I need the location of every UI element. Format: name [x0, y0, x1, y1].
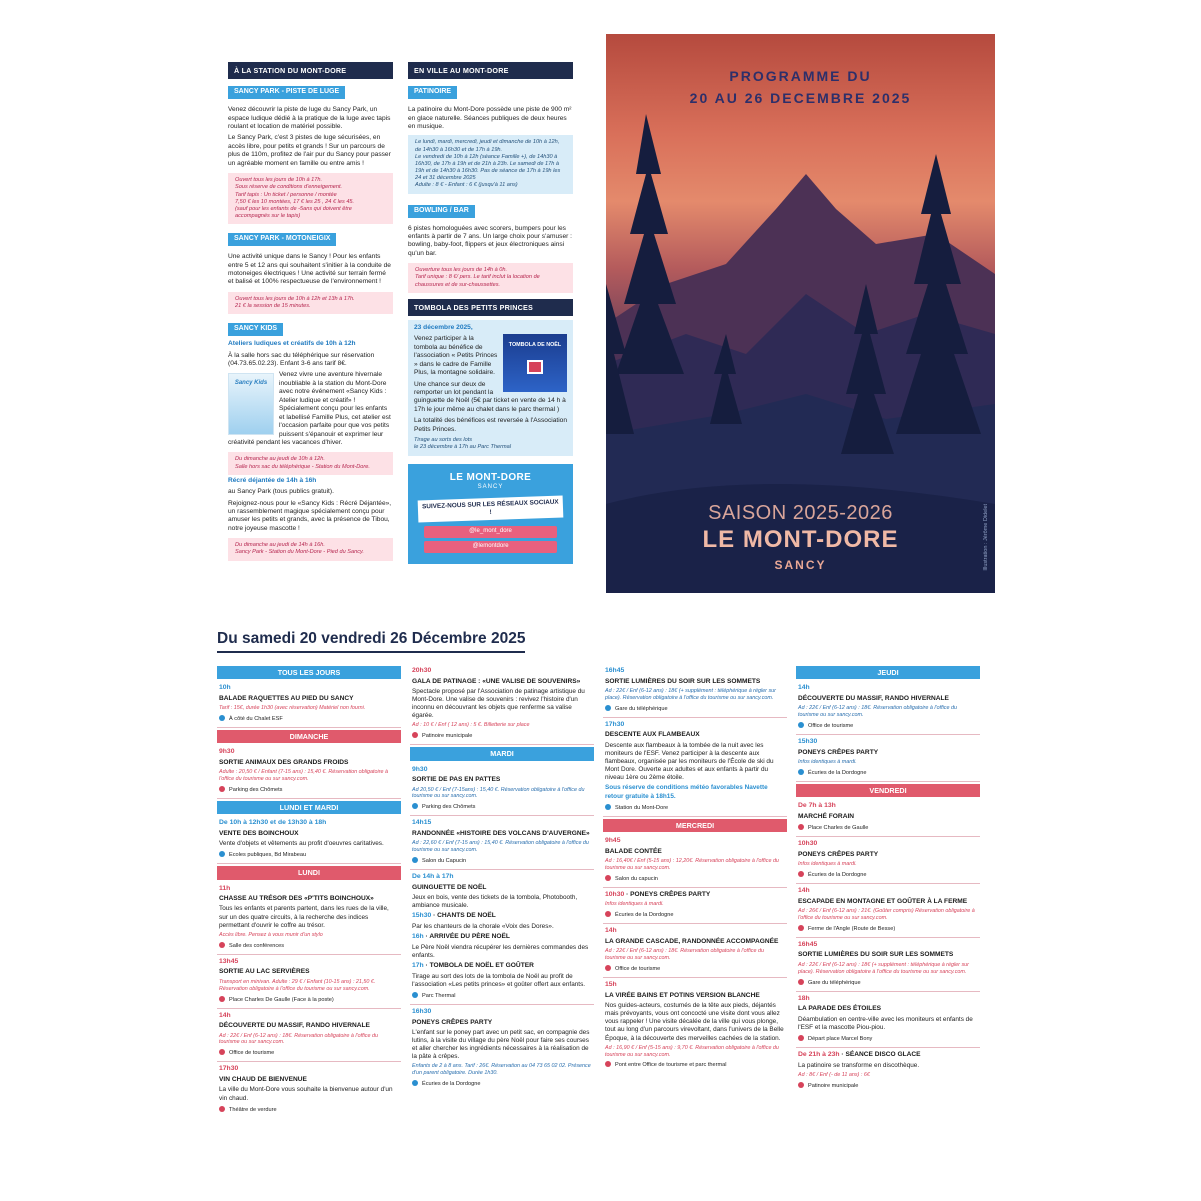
- event: [410, 1005, 594, 1092]
- event-time: 9h30: [219, 748, 235, 756]
- event-location: [412, 1080, 592, 1088]
- event: [217, 882, 401, 955]
- tombola-box: [408, 320, 573, 456]
- event-time: 15h: [605, 981, 617, 989]
- event-name: ESCAPADE EN MONTAGNE ET GOÛTER À LA FERME: [798, 897, 968, 905]
- event-time: 17h30: [605, 720, 625, 728]
- poster-credit: Illustration : Jérôme Didelet: [983, 504, 989, 571]
- event-price: Ad : 22€ / Enf (6-12 ans) : 18€ (+ supplément : téléphérique à régler sur place). Réservation obligatoire à l'office du tourisme ou sur sancy.com.: [798, 961, 969, 975]
- event-time: 10h: [219, 684, 231, 692]
- event-location: [605, 911, 785, 919]
- event: [217, 816, 401, 864]
- info-line: Sancy Park - Station du Mont-Dore - Pied du Sancy.: [235, 549, 364, 556]
- event-description: Nos guides-acteurs, costumés de la tête aux pieds, déjantés mais prévoyants, vous ont concocté une visite dont vous allez vous rappeler ! Une visite décalée de la ville qui vous plonge, tout au long d'un parcours virevoltant, dans l'univers de la Belle Époque, à la découverte des merveilles cachées de la station.: [605, 1002, 784, 1042]
- event-location: [605, 705, 785, 713]
- event-location: [219, 1106, 399, 1114]
- event-price: Adulte : 20,50 € / Enfant (7-15 ans) : 15,40 €. Réservation obligatoire à l'office du tourisme ou sur sancy.com.: [219, 769, 389, 783]
- event-name: SORTIE LUMIÈRES DU SOIR SUR LES SOMMETS: [605, 677, 761, 685]
- event-time: 14h: [798, 887, 810, 895]
- event-time: 17h30: [219, 1065, 239, 1073]
- event-location: [798, 1082, 978, 1090]
- event: [796, 1048, 980, 1094]
- sub-event: 15h30 · CHANTS DE NOËL: [412, 912, 496, 920]
- location-label: Office de tourisme: [808, 722, 854, 729]
- location-dot-icon: [412, 803, 418, 809]
- event-time: 13h45: [219, 957, 239, 965]
- event-location: [412, 803, 592, 811]
- event: [410, 870, 594, 1005]
- event-location: [219, 715, 399, 723]
- location-dot-icon: [219, 996, 225, 1002]
- info-line: Tirage au sorts des lots: [414, 437, 473, 444]
- event-name: CHASSE AU TRÉSOR DES «P'TITS BOINCHOUX»: [219, 895, 374, 903]
- location-dot-icon: [798, 871, 804, 877]
- event-name: SORTIE DE PAS EN PATTES: [412, 776, 501, 784]
- event-heading: 10h30 · PONEYS CRÊPES PARTY: [605, 890, 711, 898]
- info-line: (sauf pour les enfants de -5ans qui doivent être accompagnés sur le tapis): [235, 205, 352, 220]
- event-name: DÉCOUVERTE DU MASSIF, RANDO HIVERNALE: [798, 694, 949, 702]
- sub-event-description: Le Père Noël viendra récupérer les dernières commandes des enfants.: [412, 943, 589, 959]
- event: [217, 745, 401, 799]
- location-dot-icon: [605, 1061, 611, 1067]
- location-dot-icon: [605, 965, 611, 971]
- day-header: MARDI: [410, 747, 594, 760]
- event-heading: De 21h à 23h · SÉANCE DISCO GLACE: [798, 1050, 921, 1058]
- event-price: Enfants de 2 à 8 ans. Tarif : 26€. Réservation au 04 73 65 02 02. Présence d'un parent obligatoire. Durée 1h30.: [412, 1063, 591, 1077]
- event-name: LA PARADE DES ÉTOILES: [798, 1005, 882, 1013]
- event: [217, 1062, 401, 1117]
- event-time: 10h30: [605, 890, 625, 898]
- event-location: [605, 965, 785, 973]
- event-name: PONEYS CRÊPES PARTY: [798, 850, 879, 858]
- event-description: La patinoire se transforme en discothèque.: [798, 1061, 920, 1069]
- location-dot-icon: [605, 804, 611, 810]
- event-price: Accès libre. Pensez à vous munir d'un stylo: [219, 931, 323, 938]
- event-location: [219, 851, 399, 859]
- heading-patinoire: PATINOIRE: [408, 86, 457, 99]
- location-label: Écuries de la Dordogne: [808, 769, 867, 776]
- location-dot-icon: [219, 715, 225, 721]
- brand-sub: SANCY: [477, 484, 504, 491]
- info-line: Tarif tapis : Un ticket / personne / montée: [235, 191, 337, 198]
- info-line: Salle hors sac du téléphérique - Station du Mont-Dore.: [235, 463, 370, 470]
- event-time: 9h30: [412, 765, 428, 773]
- location-dot-icon: [605, 875, 611, 881]
- column-station: [228, 62, 393, 563]
- column-ville: [408, 62, 573, 564]
- location-label: Salle des conférences: [229, 942, 285, 949]
- event: [603, 924, 787, 978]
- event-location: [219, 996, 399, 1004]
- page-title: Du samedi 20 vendredi 26 Décembre 2025: [217, 630, 525, 653]
- event-price: Ad : 16,40€ / Enf (5-15 ans) : 12,20€. Réservation obligatoire à l'office du tourisme ou sur sancy.com.: [605, 857, 779, 871]
- sub-event-time: 17h: [412, 962, 424, 970]
- sub-event-name: TOMBOLA DE NOËL ET GOÛTER: [429, 962, 534, 970]
- section-header-station: À LA STATION DU MONT-DORE: [228, 62, 393, 79]
- info-box: [414, 437, 567, 451]
- location-label: Gare du téléphérique: [615, 705, 668, 712]
- location-label: Station du Mont-Dore: [615, 804, 669, 811]
- location-dot-icon: [798, 1082, 804, 1088]
- event-time: De 14h à 17h: [412, 873, 454, 881]
- event-time: 16h30: [412, 1008, 432, 1015]
- event-time: 14h: [605, 927, 617, 935]
- event-note: Sous réserve de conditions météo favorables Navette retour gratuite à 18h15.: [605, 784, 768, 800]
- event: [796, 992, 980, 1048]
- event-name: SORTIE ANIMAUX DES GRANDS FROIDS: [219, 758, 349, 766]
- tombola-date: 23 décembre 2025,: [414, 323, 473, 331]
- event-price: Infos identiques à mardi.: [605, 901, 664, 908]
- info-line: Du dimanche au jeudi de 14h à 16h.: [235, 542, 325, 549]
- text: Venez participer à la tombola au bénéfice de l'association « Petits Princes » dans le cadre de Famille Plus, la montagne solidaire.: [414, 335, 498, 377]
- sub-event-description: Par les chanteurs de la chorale «Voix des Dores».: [412, 923, 554, 931]
- info-box: [228, 292, 393, 314]
- event-description: L'enfant sur le poney part avec un petit sac, en compagnie des lutins, à la visite du village du père Noël pour faire ses courses et aller chercher les ingrédients nécessaires à la réalisation de la pâte à crêpes.: [412, 1028, 590, 1061]
- thumb-label: TOMBOLA DE NOËL: [508, 342, 562, 349]
- event-location: [605, 1061, 785, 1069]
- location-label: Parc Thermal: [422, 992, 456, 999]
- location-dot-icon: [219, 1106, 225, 1112]
- event-time: 20h30: [412, 667, 432, 674]
- info-box: [228, 538, 393, 560]
- event: [603, 978, 787, 1073]
- info-line: Le vendredi de 10h à 12h (séance Famille +), de 14h30 à 16h30, de 17h à 19h et de 21h à 23h. Le samedi de 17h à 19h et de 14h30 à 16h30. Pas de séance de 17h à 19h les 24 et 31 décembre 2025: [415, 153, 561, 182]
- day-header: JEUDI: [796, 666, 980, 679]
- info-line: Tarif unique : 8 €/ pers. Le tarif inclut la location de chaussures et de sur-chaussettes.: [415, 274, 540, 288]
- event-time: 10h30: [798, 840, 818, 848]
- event-location: [219, 942, 399, 950]
- event-time: 11h: [219, 884, 231, 892]
- info-line: 21 € la session de 15 minutes.: [235, 303, 311, 310]
- day-header: LUNDI ET MARDI: [217, 801, 401, 814]
- location-dot-icon: [219, 1049, 225, 1055]
- event-name: BALADE CONTÉE: [605, 847, 662, 855]
- text: Une activité unique dans le Sancy ! Pour les enfants entre 5 et 12 ans qui souhaitent s'initier à la conduite de motoneiges électriques ! Une activité sur terrain fermé et balisé et 100% respectueuse de l'environnement !: [228, 253, 391, 286]
- event-price: Infos identiques à mardi.: [798, 861, 857, 868]
- info-line: 7,50 € les 10 montées, 17 € les 25 , 24 € les 45.: [235, 198, 355, 205]
- gift-icon: [527, 360, 543, 374]
- event-price: Ad : 10 € / Enf ( 12 ans) : 5 €. Billetterie sur place: [412, 722, 530, 729]
- sub-event-time: 16h: [412, 933, 424, 941]
- sub-event-name: CHANTS DE NOËL: [437, 912, 496, 920]
- location-label: Pont entre Office de tourisme et parc thermal: [615, 1062, 727, 1069]
- day-header: DIMANCHE: [217, 730, 401, 743]
- event: [796, 799, 980, 837]
- info-line: Ouvert tous les jours de 10h à 12h et 13h à 17h.: [235, 295, 355, 302]
- info-line: Du dimanche au jeudi de 10h à 12h.: [235, 456, 325, 463]
- text: La patinoire du Mont-Dore possède une piste de 900 m² en glace naturelle. Séances publiques de deux heures en musique.: [408, 106, 572, 131]
- event-name: GUINGUETTE DE NOËL: [412, 883, 487, 891]
- text: Rejoignez-nous pour le «Sancy Kids : Récré Déjantée», un rassemblement magique spécialement conçu pour amuser les petits et grands, avec la présence de Tibou, notre joyeuse mascotte !: [228, 499, 392, 532]
- info-line: Ouvert tous les jours de 10h à 17h.: [235, 177, 323, 184]
- tombola-image: [503, 334, 567, 392]
- location-dot-icon: [412, 992, 418, 998]
- event-time: 16h45: [798, 940, 818, 948]
- location-label: Gare du téléphérique: [808, 979, 861, 986]
- poster-sancy: SANCY: [774, 558, 827, 572]
- event-location: [219, 786, 399, 794]
- info-line: Ouverture tous les jours de 14h à 0h.: [415, 267, 508, 274]
- heading-bowling: BOWLING / BAR: [408, 205, 475, 218]
- location-label: Patinoire municipale: [808, 1082, 859, 1089]
- event-price: Ad : 22,60 € / Enf (7-15 ans) : 15,40 €. Réservation obligatoire à l'office du tourisme ou sur sancy.com.: [412, 840, 589, 854]
- event: [217, 955, 401, 1009]
- event-description: La ville du Mont-Dore vous souhaite la bienvenue autour d'un vin chaud.: [219, 1086, 393, 1102]
- event-location: [798, 1035, 978, 1043]
- text: au Sancy Park (tous publics gratuit).: [228, 488, 334, 496]
- location-label: Salon du Capucin: [422, 858, 467, 865]
- event-name: DESCENTE AUX FLAMBEAUX: [605, 731, 700, 739]
- day-header: MERCREDI: [603, 819, 787, 832]
- text: À la salle hors sac du téléphérique sur réservation (04.73.65.02.23). Enfant 3-6 ans tarif 8€.: [228, 351, 375, 368]
- event: [603, 718, 787, 817]
- poster-name: LE MONT-DORE: [702, 526, 899, 553]
- location-label: Office de tourisme: [615, 965, 661, 972]
- text: Le Sancy Park, c'est 3 pistes de luge sécurisées, en accès libre, pour petits et grands ! Sur un parcours de plus de 110m, profitez de l'air pur du Sancy pour passer un agréable moment en famille ou entre amis !: [228, 134, 391, 167]
- event-location: [412, 732, 592, 740]
- agenda-column-2: [410, 664, 594, 1092]
- event-time: 15h30: [798, 737, 818, 745]
- social-box: [408, 464, 573, 564]
- event-price: Ad 20,50 € / Enf (7-15ans) : 15,40 €. Réservation obligatoire à l'office du tourisme ou sur sancy.com.: [412, 786, 585, 800]
- event-price: Ad : 16,90 € / Enf (5-15 ans) : 9,70 €. Réservation obligatoire à l'office du tourisme ou sur sancy.com.: [605, 1044, 779, 1058]
- event-price: Ad : 26€ / Enf (6-12 ans) : 21€. (Goûter compris) Réservation obligatoire à l'office du tourisme ou sur sancy.com.: [798, 908, 975, 921]
- event-location: [219, 1049, 399, 1057]
- event: [603, 664, 787, 718]
- event: [217, 681, 401, 728]
- sub-event-time: 15h30: [412, 912, 432, 920]
- location-dot-icon: [412, 857, 418, 863]
- location-label: Ferme de l'Angle (Route de Besse): [808, 925, 896, 932]
- location-label: Écuries de la Dordogne: [422, 1081, 481, 1088]
- info-line: Sous réserve de conditions d'enneigement.: [235, 184, 343, 191]
- event-price: Ad : 22€ / Enf (6-12 ans) : 18€. Réservation obligatoire à l'office du tourisme ou sur sancy.com.: [605, 948, 764, 962]
- location-label: Salon du capucin: [615, 875, 658, 882]
- event-location: [798, 925, 978, 933]
- event-price: Tarif : 15€, durée 1h30 (avec réservation) Matériel non fourni.: [219, 705, 366, 712]
- day-header: LUNDI: [217, 866, 401, 879]
- sub-event-description: Tirage au sort des lots de la tombola de Noël au profit de l'association «Les petits princes» et goûter offert aux enfants.: [412, 972, 586, 988]
- location-label: Écuries de la Dordogne: [808, 871, 867, 878]
- event: [410, 664, 594, 745]
- poster-season: SAISON 2025-2026: [708, 502, 893, 524]
- event-time: 14h: [219, 1011, 231, 1019]
- info-box: [408, 135, 573, 193]
- event: [603, 888, 787, 925]
- text: La totalité des bénéfices est reversée à l'Association Petits Princes.: [414, 417, 568, 433]
- location-dot-icon: [219, 851, 225, 857]
- location-dot-icon: [798, 769, 804, 775]
- location-label: À côté du Chalet ESF: [229, 715, 283, 722]
- event-time: 18h: [798, 994, 810, 1002]
- event-location: [798, 871, 978, 879]
- event-description: Descente aux flambeaux à la tombée de la nuit avec les moniteurs de l'ESF. Venez participer à la descente aux flambeaux, organisée par les moniteurs de l'École de ski du Mont Dore. Ouverte aux adultes et aux enfants à partir du niveau 1ère ou 2ème étoile.: [605, 741, 774, 782]
- event-price: Ad : 8€ / Enf (- de 11 ans) : 6€: [798, 1071, 870, 1078]
- event-description: Tous les enfants et parents partent, dans les rues de la ville, sur un des quatre circuits, à la recherche des indices permettant d'ouvrir le coffre au trésor.: [219, 905, 389, 929]
- event-time: De 10h à 12h30 et de 13h30 à 18h: [219, 819, 327, 827]
- location-dot-icon: [798, 824, 804, 830]
- event-time: 14h: [798, 684, 810, 692]
- location-label: Place Charles De Gaulle (Face à la poste): [229, 996, 334, 1003]
- event-name: BALADE RAQUETTES AU PIED DU SANCY: [219, 694, 354, 702]
- location-dot-icon: [219, 786, 225, 792]
- event: [796, 837, 980, 884]
- event-price: Ad : 22€ / Enf (6-12 ans) : 18€. Réservation obligatoire à l'office du tourisme ou sur sancy.com.: [798, 705, 957, 718]
- location-label: Place Charles de Gaulle: [808, 825, 869, 831]
- location-label: Théâtre de verdure: [229, 1106, 277, 1113]
- event-name: PONEYS CRÊPES PARTY: [630, 890, 711, 898]
- event-price: Infos identiques à mardi.: [798, 758, 857, 765]
- location-dot-icon: [798, 979, 804, 985]
- event: [796, 735, 980, 782]
- event-location: [412, 857, 592, 865]
- poster-title-line2: 20 AU 26 DECEMBRE 2025: [689, 90, 912, 106]
- location-label: Office de tourisme: [229, 1050, 275, 1057]
- event-name: SÉANCE DISCO GLACE: [845, 1050, 921, 1058]
- event-time: De 7h à 13h: [798, 802, 836, 810]
- event-price: Ad : 22€ / Enf (6-12 ans) : 18€ (+ supplément : téléphérique à régler sur place). Réservation obligatoire à l'office du tourisme ou sur sancy.com.: [605, 687, 776, 701]
- location-dot-icon: [798, 925, 804, 931]
- event-location: [412, 992, 592, 1000]
- poster-title-line1: PROGRAMME DU: [729, 68, 872, 84]
- event: [603, 834, 787, 888]
- agenda-column-4: [796, 664, 980, 1094]
- event-name: LA GRANDE CASCADE, RANDONNÉE ACCOMPAGNÉE: [605, 937, 779, 945]
- info-box: [408, 263, 573, 292]
- event-description: Spectacle proposé par l'Association de patinage artistique du Mont-Dore. Une valise de souvenirs : revivez l'histoire d'un inconnu en découvrant les objets que renferme sa valise égarée.: [412, 687, 585, 720]
- section-header-ville: EN VILLE AU MONT-DORE: [408, 62, 573, 79]
- event-name: SORTIE AU LAC SERVIÈRES: [219, 968, 310, 976]
- heading-sancy-kids: SANCY KIDS: [228, 323, 283, 336]
- section-header-tombola: TOMBOLA DES PETITS PRINCES: [408, 299, 573, 316]
- instagram-handle[interactable]: @le_mont_dore: [424, 526, 557, 538]
- location-dot-icon: [605, 705, 611, 711]
- event-name: LA VIRÉE BAINS ET POTINS VERSION BLANCHE: [605, 991, 760, 999]
- event-description: Déambulation en centre-ville avec les moniteurs et enfants de l'ESF et la mascotte Piou-piou.: [798, 1015, 973, 1031]
- location-label: Départ place Marcel Bony: [808, 1035, 873, 1042]
- location-dot-icon: [219, 942, 225, 948]
- event-name: DÉCOUVERTE DU MASSIF, RANDO HIVERNALE: [219, 1022, 370, 1030]
- event-name: GALA DE PATINAGE : «UNE VALISE DE SOUVENIRS»: [412, 677, 581, 685]
- event-description: Jeux en bois, vente des tickets de la tombola, Photobooth, ambiance musicale.: [412, 894, 578, 910]
- event-location: [798, 979, 978, 987]
- day-header: VENDREDI: [796, 784, 980, 797]
- location-dot-icon: [605, 911, 611, 917]
- event-location: [605, 875, 785, 883]
- event-price: Ad : 22€ / Enf (6-12 ans) : 18€. Réservation obligatoire à l'office du tourisme ou sur sancy.com.: [219, 1032, 378, 1046]
- event-location: [798, 824, 978, 832]
- event-name: VIN CHAUD DE BIENVENUE: [219, 1076, 307, 1084]
- event: [217, 1009, 401, 1063]
- text: Venez vivre une aventure hivernale inoubliable à la station du Mont-Dore avec notre événement «Sancy Kids : Atelier ludique et créatif» ! Spécialement conçu pour les enfants et labellisé Famille Plus, cet atelier est l'occasion parfaite pour que vos petits puissent s'épanouir et exprimer leur créativité pendant les vacances d'hiver.: [228, 371, 391, 446]
- event-name: MARCHÉ FORAIN: [798, 812, 855, 820]
- event: [410, 763, 594, 817]
- info-box: [228, 173, 393, 224]
- social-banner: SUIVEZ-NOUS SUR LES RÉSEAUX SOCIAUX !: [418, 495, 564, 522]
- info-box: [228, 452, 393, 474]
- text: Une chance sur deux de remporter un lot pendant la guinguette de Noël (5€ par ticket en vente de 14 h à 17h le jour même au chalet dans le parc thermal ): [414, 380, 566, 413]
- sancy-kids-image: [228, 373, 274, 435]
- event-time: De 21h à 23h: [798, 1050, 840, 1058]
- event-time: 9h45: [605, 836, 621, 844]
- subheading: Ateliers ludiques et créatifs de 10h à 12h: [228, 340, 356, 348]
- event-price: Transport en minivan. Adulte : 29 € / Enfant (10-15 ans) : 21,50 €. Réservation obligatoire à l'office du tourisme ou sur sancy.com.: [219, 978, 376, 992]
- event-name: PONEYS CRÊPES PARTY: [412, 1018, 493, 1026]
- location-label: Patinoire municipale: [422, 733, 473, 740]
- event-time: 16h45: [605, 667, 625, 674]
- sub-event-name: ARRIVÉE DU PÈRE NOËL: [429, 933, 510, 941]
- location-label: Parking des Chômets: [422, 804, 476, 811]
- location-dot-icon: [412, 732, 418, 738]
- event-name: SORTIE LUMIÈRES DU SOIR SUR LES SOMMETS: [798, 951, 954, 959]
- event-name: PONEYS CRÊPES PARTY: [798, 748, 879, 756]
- info-line: le 23 décembre à 17h au Parc Thermal: [414, 444, 512, 451]
- brand-name: LE MONT-DORE: [449, 471, 532, 483]
- day-header: TOUS LES JOURS: [217, 666, 401, 679]
- agenda-column-3: [603, 664, 787, 1073]
- sub-event: 16h · ARRIVÉE DU PÈRE NOËL: [412, 933, 510, 941]
- event-location: [798, 769, 978, 777]
- poster: [606, 34, 995, 593]
- thumb-label: Sancy Kids: [234, 380, 268, 387]
- location-label: Parking des Chômets: [229, 786, 283, 793]
- sub-event: 17h · TOMBOLA DE NOËL ET GOÛTER: [412, 962, 534, 970]
- location-label: Écuries de la Dordogne: [615, 912, 674, 919]
- info-line: Le lundi, mardi, mercredi, jeudi et dimanche de 10h à 12h, de 14h30 à 16h30 et de 17h à 19h.: [415, 139, 560, 153]
- event-name: RANDONNÉE «HISTOIRE DES VOLCANS D'AUVERGNE»: [412, 830, 590, 837]
- location-dot-icon: [412, 1080, 418, 1086]
- heading-motoneigix: SANCY PARK - MOTONEIGIX: [228, 233, 336, 246]
- event: [796, 681, 980, 735]
- event-location: [798, 722, 978, 730]
- location-dot-icon: [798, 722, 804, 728]
- location-dot-icon: [798, 1035, 804, 1041]
- info-line: Adulte : 8 € - Enfant : 6 € (jusqu'à 11 ans): [415, 182, 518, 189]
- text: Venez découvrir la piste de luge du Sancy Park, un espace ludique dédié à la pratique de la luge avec tapis roulant et location de matériel possible.: [228, 106, 391, 131]
- event: [796, 884, 980, 938]
- event: [410, 816, 594, 870]
- event: [796, 938, 980, 992]
- location-label: Ecoles publiques, Bd Mirabeau: [229, 852, 307, 859]
- facebook-handle[interactable]: @lemontdore: [424, 541, 557, 553]
- event-description: Vente d'objets et vêtements au profit d'oeuvres caritatives.: [219, 840, 384, 848]
- event-time: 14h15: [412, 819, 432, 827]
- subheading: Récré déjantée de 14h à 16h: [228, 476, 317, 484]
- event-location: [605, 804, 785, 812]
- text: 6 pistes homologuées avec scorers, bumpers pour les enfants à partir de 7 ans. Un large choix pour s'amuser : bowling, baby-foot, flippers et jeux électroniques ainsi qu'un bar.: [408, 224, 572, 257]
- heading-piste-luge: SANCY PARK - PISTE DE LUGE: [228, 86, 345, 99]
- agenda-column-1: [217, 664, 401, 1118]
- event-name: VENTE DES BOINCHOUX: [219, 829, 299, 837]
